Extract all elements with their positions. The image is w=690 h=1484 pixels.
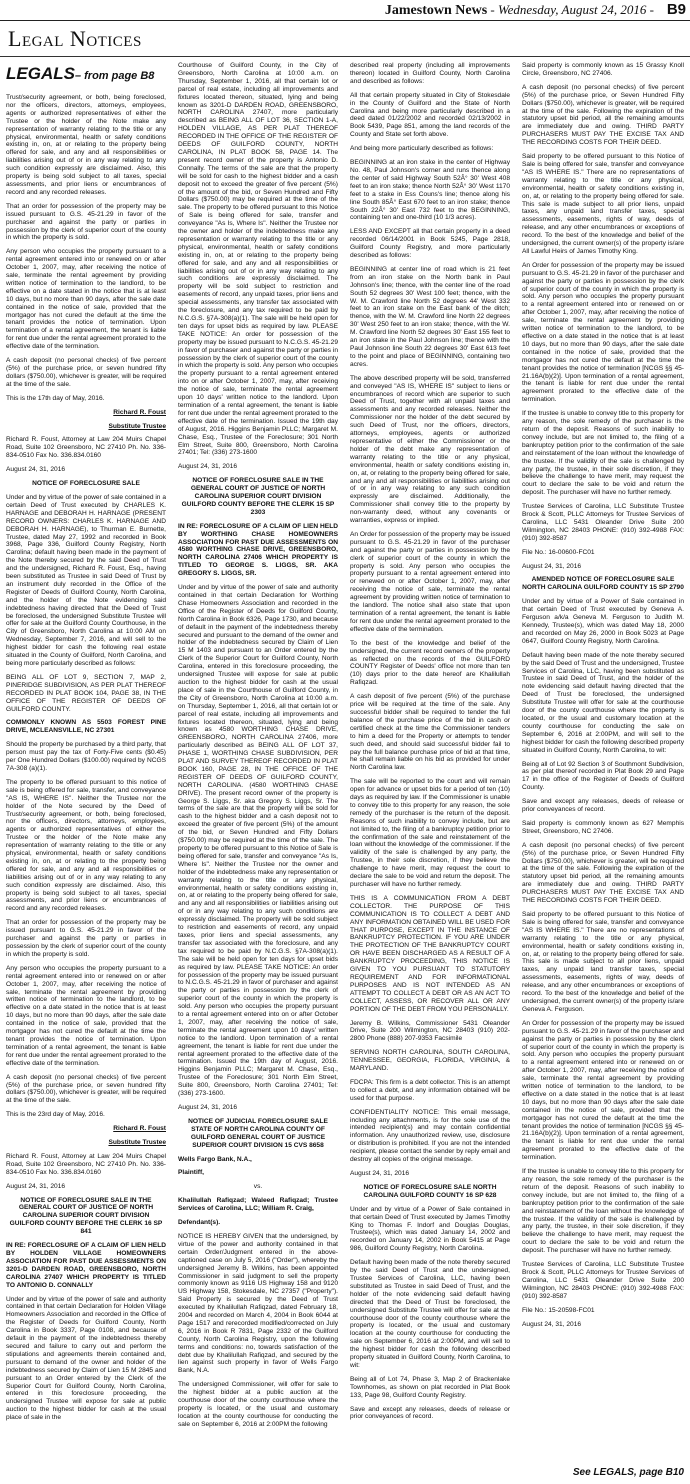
notice-paragraph: File No.: 16-00600-FC01 <box>522 548 595 556</box>
notice-paragraph: IN RE: FORECLOSURE OF A CLAIM OF LIEN HELD BY HOLDEN VILLAGE HOMEOWNERS ASSOCIATION FOR PAST DUE ASSESSMENTS ON 3201-D DARDEN ROAD, GREENSBORO, NORTH CAROLINA 27407 WHICH PROPERTY IS TITLED TO ANTONIO D. CONNALLY <box>6 1242 166 1289</box>
notice-paragraph: Under and by virtue of the power of sale and authority contained in that certain Declaration for Holden Village Homeowners Association and recorded in the Office of the Register of Deeds for Guilford County, North Carolina in Book 3337, Page 0108, and because of default in the payment of the indebtedness thereby secured and failure to carry out and perform the stipulations and agreements therein contained and, pursuant to demand of the owner and holder of the indebtedness secured by Claim of Lien 15 M 2845 and pursuant to an Order entered by the Clerk of the Superior Court for Guilford County, North Carolina, entered in this foreclosure proceeding, the undersigned Trustee will expose for sale at public auction to the highest bidder for cash at the usual place of sale in the <box>6 1295 166 1422</box>
notice-paragraph: NOTICE OF FORECLOSURE SALE <box>32 480 140 488</box>
notice-paragraph: NOTICE OF JUDICIAL FORECLOSURE SALE STATE OF NORTH CAROLINA COUNTY OF GUILFORD GENERAL COURT OF JUSTICE SUPERIOR COURT DIVISION 15 CVS 8658 <box>188 1117 328 1149</box>
notice-paragraph: IN RE: FORECLOSURE OF A CLAIM OF LIEN HELD BY WORTHING CHASE HOMEOWNERS ASSOCIATION FOR PAST DUE ASSESSMENTS ON 4580 WORTHING CHASE DRIVE, GREENSBORO, NORTH CAROLINA 27406 WHICH PROPERTY IS TITLED TO GEORGE S. LIGGS, SR. AKA GREGORY S. LIGGS, SR. <box>178 522 338 578</box>
notice-paragraph: The sale will be reported to the court and will remain open for advance or upset bids for a period of ten (10) days as required by law. If the Commissioner is unable to convey title to this property for any reason, the sole remedy of the purchaser is the return of the deposit. Reasons of such inability to convey include, but are not limited to, the filing of a bankruptcy petition prior to the confirmation of the sale and reinstatement of the loan without the knowledge of the commissioner. If the validity of the sale is challenged by any party, the Trustee, in their sole discretion, if they believe the challenge to have merit, may request the court to declare the sale to be void and return the deposit. The purchaser will have no further remedy. <box>350 778 510 888</box>
legals-from-page: – from page B8 <box>74 70 155 82</box>
notice-paragraph: Under and by virtue of the power of sale and authority contained in that certain Declaration for Worthing Chase Homeowners Association and recorded in the Office of the Register of Deeds for Guilford County, North Carolina in Book 6326, Page 1730, and because of default in the payment of the indebtedness thereby secured and pursuant to the demand of the owner and holder of the indebtedness secured by Claim of Lien 15 M 1403 and pursuant to an Order entered by the Clerk of the Superior Court for Guilford County, North Carolina, entered in this foreclosure proceeding, the undersigned Trustee will expose for sale at public auction to the highest bidder for cash at the usual place of sale in the Courthouse of Guilford County, in the City of Greensboro, North Carolina at 10:00 a.m. on Thursday, September 1, 2016, all that certain lot or parcel of real estate, including all improvements and fixtures located thereon, situated, lying and being known as 4580 WORTHING CHASE DRIVE, GREENSBORO, NORTH CAROLINA 27406, more particularly described as BEING ALL OF LOT 37, PHASE 1, WORTHING CHASE SUBDIVISION, PER PLAT AND SURVEY THEREOF RECORDED IN PLAT BOOK 160, PAGE 28, IN THE OFFICE OF THE REGISTER OF DEEDS OF GUILFORD COUNTY, NORTH CAROLINA. (4580 WORTHING CHASE DRIVE). The present record owner of the property is George S. Liggs, Sr. aka Gregory S. Liggs, Sr. The terms of the sale are that the property will be sold for cash to the highest bidder and a cash deposit not to exceed the greater of five percent (5%) of the amount of the bid, or Seven Hundred and Fifty Dollars ($750.00) may be required at the time of the sale. The property to be offered pursuant to this Notice of Sale is being offered for sale, transfer and conveyance "As Is, Where Is". Neither the Trustee nor the owner and holder of the indebtedness make any representation or warranty relating to the title or any physical, environmental, health or safety conditions existing in, on, at or relating to the property being offered for sale, and any and all responsibilities or liabilities arising out of or in any way relating to any such conditions are expressly disclaimed. The property will be sold subject to restriction and easements of record, any unpaid taxes, prior liens and special assessments, any transfer tax associated with the foreclosure, and any tax required to be paid by N.C.G.S. §7A-308(a)(1). The sale will be held open for ten days for upset bids as required by law. PLEASE TAKE NOTICE: An order for possession of the property may be issued pursuant to N.C.G.S. 45-21.29 in favor of purchaser and against the party or parties in possession by the clerk of superior court of the county in which the property is sold. Any person who occupies the property pursuant to a rental agreement entered into on or after October 1, 2007, may, after receiving the notice of sale, terminate the rental agreement upon 10 days' written notice to the landlord. Upon termination of a rental agreement, the tenant is liable for rent due under the rental agreement prorated to the effective date of the termination. Issued the 19th day of August, 2016. Higgins Benjamin PLLC; Margaret M. Chase, Esq., Trustee of the Foreclosure; 301 North Elm Street, Suite 800, Greensboro, North Carolina 27401; Tel: (336) 273-1600. <box>178 584 338 1098</box>
notice-paragraph: FDCPA: This firm is a debt collector. This is an attempt to collect a debt, and any information obtained will be used for that purpose. <box>350 1078 510 1102</box>
notice-paragraph: NOTICE OF FORECLOSURE SALE IN THE GENERAL COURT OF JUSTICE OF NORTH CAROLINA SUPERIOR COURT DIVISION GUILFORD COUNTY BEFORE THE CLERK 15 SP 2303 <box>181 477 335 516</box>
masthead-rule <box>0 20 690 21</box>
notice-paragraph: This is the 23rd day of May, 2016. <box>6 1111 105 1119</box>
column-4 <box>522 62 684 1467</box>
column-1 <box>6 62 166 1467</box>
notice-paragraph: That an order for possession of the property may be issued pursuant to G.S. 45-21.29 in favor of the purchaser and against the party or parties in possession by the clerk of superior court of the county in which the property is sold. <box>6 919 166 958</box>
notice-paragraph: August 24, 31, 2016 <box>178 1104 238 1111</box>
notice-paragraph: Trustee Services of Carolina, LLC Substitute Trustee Brock & Scott, PLLC Attorneys for Trustee Services of Carolina, LLC 5431 Oleander Drive Suite 200 Wilmington, NC 28403 PHONE: (910) 392-4988 FAX: (910) 392-8587 <box>522 503 684 542</box>
notice-paragraph: Being all of Lot 92 Section 3 of Southmont Subdivision, as per plat thereof recorded in Plat Book 29 and Page 17 in the office of the Register of Deeds of Guilford County. <box>522 760 684 792</box>
notice-paragraph: To the best of the knowledge and belief of the undersigned, the current record owners of the property as reflected on the records of the GUILFORD COUNTY Register of Deeds' office not more than ten (10) days prior to the date hereof are Khalilullah Rafiqzad. <box>350 639 510 687</box>
notice-paragraph: A cash deposit (no personal checks) of five percent (5%) of the purchase price, or Seven Hundred Fifty Dollars ($750.00), whichever is greater, will be required at the time of the sale. Following the expiration of the statutory upset bid period, all the remaining amounts are immediately due and owing. THIRD PARTY PURCHASERS MUST PAY THE EXCISE TAX AND THE RECORDING COSTS FOR THEIR DEED. <box>522 83 684 147</box>
notice-paragraph: Said property to be offered pursuant to this Notice of Sale is being offered for sale, transfer and conveyance "AS IS WHERE IS." There are no representations of warranty relating to the title or any physical, environmental, health or safety conditions existing in, on, at, or relating to the property being offered for sale. This sale is made subject to all prior liens, unpaid taxes, any unpaid land transfer taxes, special assessments, easements, rights of way, deeds of release, and any other encumbrances or exceptions of record. To the best of the knowledge and belief of the undersigned, the current owner(s) of the property is/are Geneva A. Ferguson. <box>522 911 684 1013</box>
notice-paragraph: described real property (including all improvements thereon) located in Guilford County, North Carolina and described as follows: <box>350 62 510 85</box>
notice-paragraph: Richard R. Foust, Attorney at Law 204 Muirs Chapel Road, Suite 102 Greensboro, NC 27410 Ph. No. 336-834-0510 Fax No. 336.834.0160 <box>6 1152 166 1176</box>
notice-paragraph: Said property to be offered pursuant to this Notice of Sale is being offered for sale, transfer and conveyance "AS IS WHERE IS." There are no representations of warranty relating to the title or any physical, environmental, health or safety conditions existing in, on, at, or relating to the property being offered for sale. This sale is made subject to all prior liens, unpaid taxes, any unpaid land transfer taxes, special assessments, easements, rights of way, deeds of release, and any other encumbrances or exceptions of record. To the best of the knowledge and belief of the undersigned, the current owner(s) of the property is/are All Lawful Heirs of James Timothy King. <box>522 153 684 255</box>
notice-paragraph: August 24, 31, 2016 <box>6 466 66 474</box>
notice-paragraph: Any person who occupies the property pursuant to a rental agreement entered into or renewed on or after October 1, 2007, may, after receiving the notice of sale, terminate the rental agreement by providing written notice of termination to the landlord, to be effective on a date stated in the notice that is at least 10 days, but no more than 90 days, after the sale date contained in the notice of sale, provided that the mortgagor has not cured the default at the time the tenant provides the notice of termination. Upon termination of a rental agreement, the tenant is liable for rent due under the rental agreement prorated to the effective date of the termination. <box>6 248 166 351</box>
notice-paragraph: AMENDED NOTICE OF FORECLOSURE SALE NORTH CAROLINA GUILFORD COUNTY 15 SP 2790 <box>522 576 684 592</box>
notice-paragraph: Said property is commonly known as 15 Grassy Knoll Circle, Greensboro, NC 27406. <box>522 62 684 77</box>
notice-paragraph: And being more particularly described as follows: <box>350 145 494 153</box>
issue-date: Wednesday, August 24, 2016 <box>497 2 647 17</box>
notice-paragraph: An Order for possession of the property may be issued pursuant to G.S. 45-21.29 in favor of the purchaser and against the party or parties in possession by the clerk of superior court of the county in which the property is sold. Any person who occupies the property pursuant to a rental agreement entered into or renewed on or after October 1, 2007, may, after receiving the notice of sale, terminate the rental agreement by providing written notice of termination to the landlord, to be effective on a date stated in the notice that is at least 10 days, but no more than 90 days, after the sale date contained in the notice of sale, provided that the mortgagor has not cured the default at the time the tenant provides the notice of termination [NCGS §§ 45-21.16A(b)(2)]. Upon termination of a rental agreement, the tenant is liable for rent due under the rental agreement prorated to the effective date of the termination. <box>522 261 684 404</box>
page-separator: - <box>646 2 654 17</box>
notice-paragraph: Said property is commonly known as 627 Memphis Street, Greensboro, NC 27406. <box>522 819 684 835</box>
notice-paragraph: BEGINNING at an iron stake in the center of Highway No. 48, Paul Johnson's corner and runs thence along the center of said Highway South 52Â° 30' West 408 feet to an iron stake; thence North 52Â° 30' West 1170 feet to a stake in Ess Couns's line; thence along his line South 85Â° East 670 feet to an iron stake; thence South 22Â° 30' East 732 feet to the BEGINNING, containing ten and one-third (10 1/3 acres). <box>350 159 510 222</box>
notice-paragraph: Courthouse of Guilford County, in the City of Greensboro, North Carolina at 10:00 a.m. on Thursday, September 1, 2016, all that certain lot or parcel of real estate, including all improvements and fixtures located thereon, situated, lying and being known as 3201-D DARDEN ROAD, GREENSBORO, NORTH CAROLINA 27407, more particularly described as BEING ALL OF LOT 36, SECTION 1-A, HOLDEN VILLAGE, AS PER PLAT THEREOF RECORDED IN THE OFFICE OF THE REGISTER OF DEEDS OF GUILFORD COUNTY, NORTH CAROLINA, IN PLAT BOOK 58, PAGE 14. The present record owner of the property is Antonio D. Connally. The terms of the sale are that the property will be sold for cash to the highest bidder and a cash deposit not to exceed the greater of five percent (5%) of the amount of the bid, or Seven Hundred and Fifty Dollars ($750.00) may be required at the time of the sale. The property to be offered pursuant to this Notice of Sale is being offered for sale, transfer and conveyance "As Is, Where Is". Neither the Trustee nor the owner and holder of the indebtedness make any representation or warranty relating to the title or any physical, environmental, health or safety conditions existing in, on, at or relating to the property being offered for sale, and any and all responsibilities or liabilities arising out of or in any way relating to any such conditions are expressly disclaimed. The property will be sold subject to restriction and easements of record, any unpaid taxes, prior liens and special assessments, any transfer tax associated with the foreclosure, and any tax required to be paid by N.C.G.S. §7A-308(a)(1). The sale will be held open for ten days for upset bids as required by law. PLEASE TAKE NOTICE: An order for possession of the property may be issued pursuant to N.C.G.S. 45-21.29 in favor of purchaser and against the party or parties in possession by the clerk of superior court of the county in which the property is sold. Any person who occupies the property pursuant to a rental agreement entered into on or after October 1, 2007, may, after receiving the notice of sale, terminate the rental agreement upon 10 days' written notice to the landlord. Upon termination of a rental agreement, the tenant is liable for rent due under the rental agreement prorated to the effective date of the termination. Issued the 19th day of August, 2016. Higgins Benjamin PLLC; Margaret M. Chase, Esq., Trustee of the Foreclosure; 301 North Elm Street, Suite 800, Greensboro, North Carolina 27401; Tel: (336) 273-1600 <box>178 62 338 457</box>
notice-paragraph: NOTICE OF FORECLOSURE SALE NORTH CAROLINA GUILFORD COUNTY 16 SP 628 <box>363 1183 497 1199</box>
notice-paragraph: The undersigned Commissioner, will offer for sale to the highest bidder at a public auction at the courthouse door of the county courthouse where the property is located, or the usual and customary location at the county courthouse for conducting the sale on September 6, 2016 at 2:00PM the following <box>178 1381 338 1428</box>
legals-continued-heading <box>6 64 166 86</box>
notice-paragraph: Richard R. Foust <box>113 408 166 416</box>
notice-paragraph: The property to be offered pursuant to this notice of sale is being offered for sale, transfer, and conveyance "AS IS, WHERE IS". Neither the Trustee nor the holder of the Note secured by the Deed of Trust/security agreement, or both, being foreclosed, nor the officers, directors, attorneys, employees, agents or authorized representatives of either the Trustee or the holder of the Note make any representation of warranty relating to the title or any physical, environmental, health or safety conditions existing in, on, at or relating to the property being offered for sale, and any and all responsibilities or liabilities arising out of or in any way relating to any such condition expressly are disclaimed. Also, this property is being sold subject to all taxes, special assessments, and prior liens or encumbrances of record and any recorded releases. <box>6 778 166 913</box>
section-title: Legal Notices <box>8 26 142 51</box>
notice-paragraph: A cash deposit (no personal checks) of five percent (5%) of the purchase price, or Seven Hundred Fifty Dollars ($750.00), whichever is greater, will be required at the time of the sale. Following the expiration of the statutory upset bid period, all the remaining amounts are immediately due and owing. THIRD PARTY PURCHASERS MUST PAY THE EXCISE TAX AND THE RECORDING COSTS FOR THEIR DEED. <box>522 841 684 905</box>
notice-paragraph: Should the property be purchased by a third party, that person must pay the tax of Forty-Five cents ($0.45) per One Hundred Dollars ($100.00) required by NCGS 7A-308 (a)(1). <box>6 741 166 772</box>
notice-paragraph: LESS AND EXCEPT all that certain property in a deed recorded 06/14/2001 in Book 5245, Page 2818, Guilford County Registry, and more particularly described as follows: <box>350 228 510 260</box>
notice-paragraph: If the trustee is unable to convey title to this property for any reason, the sole remedy of the purchaser is the return of the deposit. Reasons of such inability to convey include, but are not limited to, the filing of a bankruptcy petition prior to the confirmation of the sale and reinstatement of the loan without the knowledge of the trustee. If the validity of the sale is challenged by any party, the trustee, in their sole discretion, if they believe the challenge to have merit, may request the court to declare the sale to be void and return the deposit. The purchaser will have no further remedy. <box>522 410 684 497</box>
notice-paragraph: THIS IS A COMMUNICATION FROM A DEBT COLLECTOR. THE PURPOSE OF THIS COMMUNICATION IS TO COLLECT A DEBT AND ANY INFORMATION OBTAINED WILL BE USED FOR THAT PURPOSE, EXCEPT IN THE INSTANCE OF BANKRUPTCY PROTECTION. IF YOU ARE UNDER THE PROTECTION OF THE BANKRUPTCY COURT OR HAVE BEEN DISCHARGED AS A RESULT OF A BANKRUPTCY PROCEEDING, THIS NOTICE IS GIVEN TO YOU PURSUANT TO STATUTORY REQUIREMENT AND FOR INFORMATIONAL PURPOSES AND IS NOT INTENDED AS AN ATTEMPT TO COLLECT A DEBT OR AS AN ACT TO COLLECT, ASSESS, OR RECOVER ALL OR ANY PORTION OF THE DEBT FROM YOU PERSONALLY. <box>350 894 510 1013</box>
notice-paragraph: BEING ALL OF LOT 9, SECTION 7, MAP 2, PINERIDGE SUBDIVISION, AS PER PLAT THEREOF RECORDED IN PLAT BOOK 104, PAGE 38, IN THE OFFICE OF THE REGISTER OF DEEDS OF GUILFORD COUNTY. <box>6 673 166 713</box>
notice-paragraph: Default having been made of the note thereby secured by the said Deed of Trust and the undersigned, Trustee Services of Carolina, LLC, having been substituted as Trustee in said Deed of Trust, and the holder of the note evidencing said default having directed that the Deed of Trust be foreclosed, the undersigned Substitute Trustee will offer for sale at the courthouse door of the county courthouse where the property is located, or the usual and customary location at the county courthouse for conducting the sale on September 6, 2016 at 2:00PM, and will sell to the highest bidder for cash the following described property situated in Guilford County, North Carolina, to wit: <box>522 651 684 754</box>
notice-paragraph: Being all of Lot 74, Phase 3, Map 2 of Brackenlake Townhomes, as shown on plat recorded in Plat Book 133, Page 98, Guilford County Registry. <box>350 1375 510 1399</box>
notice-paragraph: SERVING NORTH CAROLINA, SOUTH CAROLINA, TENNESSEE, GEORGIA, FLORIDA, VIRGINIA, & MARYLAND. <box>350 1049 510 1073</box>
notice-paragraph: Trust/security agreement, or both, being foreclosed, nor the officers, directors, attorneys, employees, agents or authorized representatives of either the Trustee or the holder of the Note make any representation of warranty relating to the title or any physical, environmental, health or safety conditions existing in, on, at or relating to the property being offered for sale, and any and all responsibilities or liabilities arising out of or in any way relating to any such condition expressly are disclaimed. Also, this property is being sold subject to all taxes, special assessments, and prior liens or encumbrances of record and any recorded releases. <box>6 94 166 196</box>
legals-label: LEGALS <box>6 64 75 83</box>
page-number: B9 <box>666 1 686 18</box>
notice-paragraph: Wells Fargo Bank, N.A., <box>178 1155 252 1163</box>
notice-paragraph: Jeremy B. Wilkins, Commissioner 5431 Oleander Drive, Suite 200 Wilmington, NC 28403 (910) 202-2800 Phone (888) 207-9353 Facsimile <box>350 1019 510 1043</box>
notice-paragraph: Defendant(s). <box>178 1219 221 1227</box>
notice-paragraph: That an order for possession of the property may be issued pursuant to G.S. 45-21.29 in favor of the purchaser and against the party or parties in possession by the clerk of superior court of the county in which the property is sold. <box>6 202 166 242</box>
notice-paragraph: Under and by virtue of a Power of Sale contained in that certain Deed of Trust executed by Geneva A. Ferguson a/k/a Geneva M. Ferguson to Judith M. Kennedy, Trustee(s), which was dated May 18, 2000 and recorded on May 26, 2000 in Book 5023 at Page 0647, Guilford County Registry, North Carolina. <box>522 598 684 645</box>
masthead-separator: - <box>487 2 498 17</box>
notice-paragraph: Any person who occupies the property pursuant to a rental agreement entered into or renewed on or after October 1, 2007, may, after receiving the notice of sale, terminate the rental agreement by providing written notice of termination to the landlord, to be effective on a date stated in the notice that is at least 10 days, but no more than 90 days, after the sale date contained in the notice of sale, provided that the mortgagor has not cured the default at the time the tenant provides the notice of termination. Upon termination of a rental agreement, the tenant is liable for rent due under the rental agreement prorated to the effective date of the termination. <box>6 964 166 1067</box>
notice-paragraph: An Order for possession of the property may be issued pursuant to G.S. 45-21.29 in favor of the purchaser and against the party or parties in possession by the clerk of superior court of the county in which the property is sold. Any person who occupies the property pursuant to a rental agreement entered into or renewed on or after October 1, 2007, may, after receiving the notice of sale, terminate the rental agreement by providing written notice of termination to the landlord, to be effective on a date stated in the notice that is at least 10 days, but no more than 90 days after the sale date contained in the notice of sale, provided that the mortgagor has not cured the default at the time the tenant provides the notice of termination [NCGS §§ 45-21.16A(b)(2)]. Upon termination of a rental agreement, the tenant is liable for rent due under the rental agreement prorated to the effective date of the termination. <box>522 1019 684 1162</box>
continued-on-link[interactable]: See LEGALS, page B10 <box>572 1467 684 1478</box>
notice-paragraph: August 24, 31, 2016 <box>350 1170 410 1177</box>
section-title-rule <box>0 56 690 57</box>
notice-paragraph: A cash deposit (no personal checks) of five percent (5%) of the purchase price, or seven hundred fifty dollars ($750.00), whichever is greater, will be required at the time of the sale. <box>6 357 166 388</box>
notice-paragraph: Trustee Services of Carolina, LLC Substitute Trustee Brock & Scott, PLLC Attorneys for Trustee Services of Carolina, LLC 5431 Oleander Drive Suite 200 Wilmington, NC 28403 PHONE: (910) 392-4988 FAX: (910) 392-8587 <box>522 1261 684 1300</box>
notice-paragraph: File No.: 15-20598-FC01 <box>522 1306 595 1314</box>
publication-name: Jamestown News <box>384 3 488 18</box>
notice-paragraph: A cash deposit of five percent (5%) of the purchase price will be required at the time of the sale. Any successful bidder shall be required to tender the full balance of the purchase price of the bid in cash or certified check at the time the Commissioner tenders to him a deed for the Property or attempts to tender such deed, and should said successful bidder fail to pay the full balance purchase price of bid at that time, he shall remain liable on his bid as provided for under North Carolina law. <box>350 693 510 772</box>
notice-paragraph: Under and by virtue of the power of sale contained in a certain Deed of Trust executed by CHARLES K. HARNAGE and DEBORAH H. HARNAGE (PRESENT RECORD OWNERS: CHARLES K. HARNAGE AND DEBORAH H. HARNAGE), to Thurman E. Burnette, Trustee, dated May 27, 1992 and recorded in Book 3968, Page 336, Guilford County Registry, North Carolina; default having been made in the payment of the Note thereby secured by the said Deed of Trust and the undersigned, Richard R. Foust, Esq., having been substituted as Trustee in said Deed of Trust by an instrument duly recorded in the Office of the Register of Deeds of Guilford County, North Carolina, and the holder of the Note evidencing said indebtedness having directed that the Deed of Trust be foreclosed, the undersigned Substitute Trustee will offer for sale at the Guilford County Courthouse, in the City of Greensboro, North Carolina at 10:00 AM on Wednesday, September 7, 2016, and will sell to the highest bidder for cash the following real estate situated in the County of Guilford, North Carolina, and being more particularly described as follows: <box>6 493 166 667</box>
notice-paragraph: Richard R. Foust, Attorney at Law 204 Muirs Chapel Road, Suite 102 Greensboro, NC 27410 Ph. No. 336-834-0510 Fax No. 336.834.0160 <box>6 436 166 460</box>
publication-line <box>385 2 654 19</box>
notice-paragraph: Substitute Trustee <box>108 1139 166 1147</box>
notice-paragraph: vs. <box>253 1183 263 1191</box>
notice-paragraph: August 24, 31, 2016 <box>178 463 238 471</box>
notice-paragraph: Khalilullah Rafiqzad; Waleed Rafiqzad; Trustee Services of Carolina, LLC; William R. Craig, <box>178 1197 338 1213</box>
notice-paragraph: Save and except any releases, deeds of release or prior conveyances of record. <box>350 1405 510 1421</box>
notice-paragraph: Save and except any releases, deeds of release or prior conveyances of record. <box>522 798 684 814</box>
notice-paragraph: A cash deposit (no personal checks) of five percent (5%) of the purchase price, or seven hundred fifty dollars ($750.00), whichever is greater, will be required at the time of the sale. <box>6 1073 166 1105</box>
notice-paragraph: Under and by virtue of a Power of Sale contained in that certain Deed of Trust executed by James Timothy King to Thomas F. Indorf and Douglas Douglas, Trustee(s), which was dated January 14, 2002 and recorded on January 14, 2002 in Book 5415 at Page 986, Guilford County Registry, North Carolina. <box>350 1205 510 1253</box>
notice-paragraph: An Order for possession of the property may be issued pursuant to G.S. 45-21.29 in favor of the purchaser and against the party or parties in possession by the clerk of superior court of the county in which the property is sold. Any person who occupies the property pursuant to a rental agreement entered into or renewed on or after October 1, 2007, may, after receiving the notice of sale, terminate the rental agreement by providing written notice of termination to the landlord. The notice shall also state that upon termination of a rental agreement, the tenant is liable for rent due under the rental agreement prorated to the effective date of the termination. <box>350 530 510 633</box>
notice-paragraph: Richard R. Foust <box>113 1125 166 1133</box>
notice-paragraph: NOTICE IS HEREBY GIVEN that the undersigned, by virtue of the power and authority contained in that certain Order/Judgment entered in the above-captioned case on July 5, 2016 ("Order"), whereby the undersigned Jeremy B. Wilkins, has been appointed Commissioner in said judgment to sell the property commonly known as 9116 US Highway 158 and 9120 US Highway 158, Stokesdale, NC 27357 ("Property"). Said Property is secured by the Deed of Trust executed by Khalilullah Rafiqzad, dated February 18, 2004 and recorded on March 4, 2004 in Book 6044 at Page 1517 and rerecorded modified/corrected on July 6, 2016 in Book R 7831, Page 2332 of the Guilford County, North Carolina Registry, upon the following terms and conditions: no, towards satisfaction of the debt due by Khalilullah Rafiqzad, and secured by the lien against such property in favor of Wells Fargo Bank, N.A. <box>178 1232 338 1375</box>
column-2 <box>178 62 338 1467</box>
notice-paragraph: BEGINNING at center line of road which is 21 feet from an iron stake on the North bank in Paul Johnson's line; thence, with the center line of the road South 52 degrees 30' West 100 feet; thence, with the W. M. Crawford line North 52 degrees 44' West 332 feet to an iron stake on the East bank of the ditch; thence, with the W. M. Crawford line North 22 degrees 30' West 250 feet to an iron stake; thence, with the W. M. Crawford line North 52 degrees 30' East 155 feet to an iron stake in the Paul Johnson line; thence with the Paul Johnson line South 22 degrees 30' East 613 feet to the point and place of BEGINNING, containing two acres. <box>350 265 510 368</box>
notice-paragraph: August 24, 31, 2016 <box>522 1320 582 1328</box>
notice-paragraph: CONFIDENTIALITY NOTICE: This email message, including any attachments, is for the sole use of the intended recipient(s) and may contain confidential information. Any unauthorized review, use, disclosure or distribution is prohibited. If you are not the intended recipient, please contact the sender by reply email and destroy all copies of the original message. <box>350 1108 510 1164</box>
notice-paragraph: NOTICE OF FORECLOSURE SALE IN THE GENERAL COURT OF JUSTICE OF NORTH CAROLINA SUPERIOR COURT DIVISION GUILFORD COUNTY BEFORE THE CLERK 16 SP 841 <box>9 1196 163 1236</box>
notice-paragraph: August 24, 31, 2016 <box>6 1182 66 1190</box>
notice-paragraph: Substitute Trustee <box>108 422 166 430</box>
notice-paragraph: This is the 17th day of May, 2016. <box>6 394 105 402</box>
notice-paragraph: Default having been made of the note thereby secured by the said Deed of Trust and the undersigned, Trustee Services of Carolina, LLC, having been substituted as Trustee in said Deed of Trust, and the holder of the note evidencing said default having directed that the Deed of Trust be foreclosed, the undersigned Substitute Trustee will offer for sale at the courthouse door of the county courthouse where the property is located, or the usual and customary location at the county courthouse for conducting the sale on September 6, 2016 at 2:00PM, and will sell to the highest bidder for cash the following described property situated in Guilford County, North Carolina, to wit: <box>350 1259 510 1369</box>
notice-paragraph: Plaintiff, <box>178 1169 205 1177</box>
notice-paragraph: All that certain property situated in City of Stokesdale in the County of Guilford and the State of North Carolina and being more particularly described in a deed dated 01/22/2002 and recorded 02/13/2002 in Book 5439, Page 851, among the land records of the County and State set forth above. <box>350 91 510 139</box>
column-3 <box>350 62 510 1467</box>
masthead <box>0 0 690 22</box>
notice-paragraph: August 24, 31, 2016 <box>522 562 582 570</box>
notice-paragraph: If the trustee is unable to convey title to this property for any reason, the sole remedy of the purchaser is the return of the deposit. Reasons of such inability to convey include, but are not limited to, the filing of a bankruptcy petition prior to the confirmation of the sale and reinstatement of the loan without the knowledge of the trustee. If the validity of the sale is challenged by any party, the trustee, in their sole discretion, if they believe the challenge to have merit, may request the court to declare the sale to be void and return the deposit. The purchaser will have no further remedy. <box>522 1168 684 1255</box>
notice-paragraph: COMMONLY KNOWN AS 5503 FOREST PINE DRIVE, MCLEANSVILLE, NC 27301 <box>6 719 166 735</box>
notice-paragraph: The above described property will be sold, transferred and conveyed "AS IS, WHERE IS" subject to liens or encumbrances of record which are superior to such Deed of Trust, together with all unpaid taxes and assessments and any recorded releases. Neither the Commissioner nor the holder of the debt secured by such Deed of Trust, nor the officers, directors, attorneys, employees, agents or authorized representative of either the Commissioner or the holder of the debt make any representation of warranty relating to the title or any physical, environmental, health or safety conditions existing in, on, at, or relating to the property being offered for sale, and any and all responsibilities or liabilities arising out of or in any way relating to any such condition expressly are disclaimed. Additionally, the Commissioner shall convey title to the property by non-warranty deed, without any covenants or warranties, express or implied. <box>350 374 510 525</box>
